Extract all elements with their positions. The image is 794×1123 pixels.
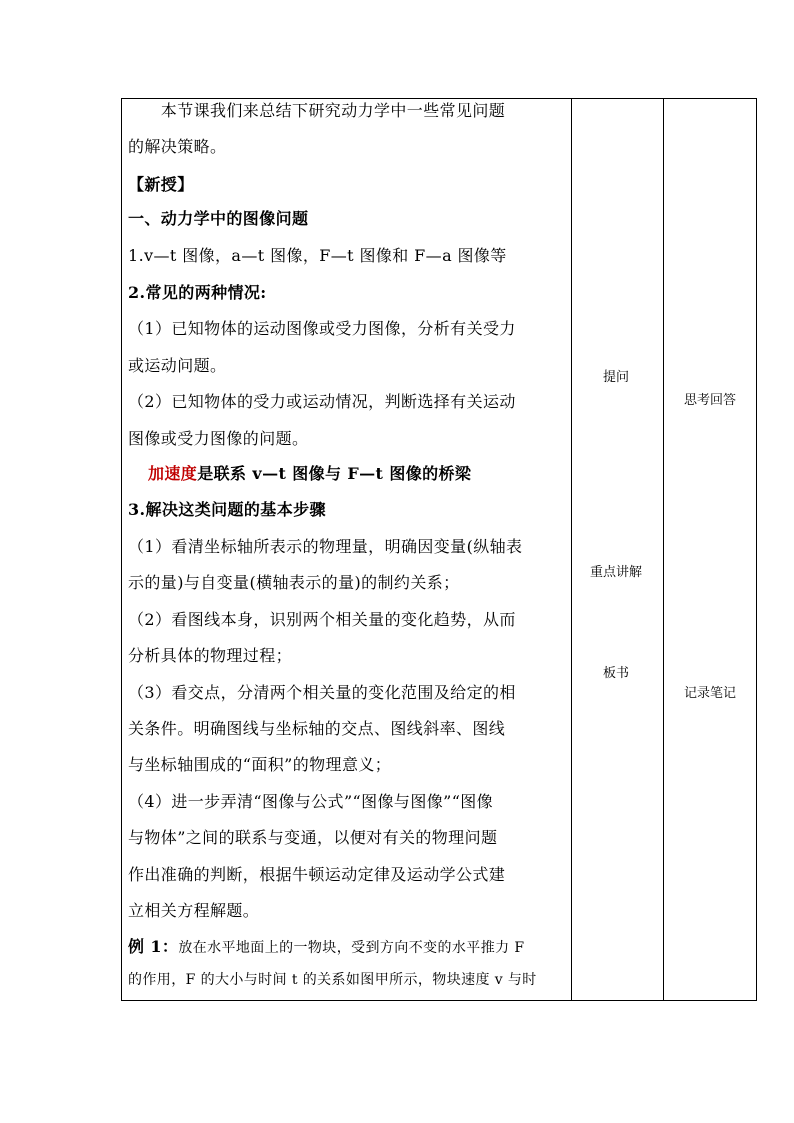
example-1-line-1 xyxy=(128,937,524,958)
step-1-line-1: （1）看清坐标轴所表示的物理量，明确因变量(纵轴表 xyxy=(128,537,523,556)
heading-basic-steps: 3.解决这类问题的基本步骤 xyxy=(128,500,326,519)
student-activity-notes: 记录笔记 xyxy=(684,686,737,701)
step-4-line-4: 立相关方程解题。 xyxy=(128,901,260,920)
case-2-line-1: （2）已知物体的受力或运动情况，判断选择有关运动 xyxy=(128,392,516,411)
teacher-activity-board: 板书 xyxy=(603,666,630,681)
student-activity-think: 思考回答 xyxy=(684,393,737,408)
step-2-line-2: 分析具体的物理过程； xyxy=(128,646,293,665)
lesson-content-cell xyxy=(122,99,572,1000)
section-new-lesson: 【新授】 xyxy=(128,175,194,194)
example-1-label: 例 1： xyxy=(128,937,179,956)
step-3-line-1: （3）看交点，分清两个相关量的变化范围及给定的相 xyxy=(128,683,516,702)
step-4-line-3: 作出准确的判断，根据牛顿运动定律及运动学公式建 xyxy=(128,865,506,884)
teacher-activity-key-points: 重点讲解 xyxy=(590,565,643,580)
example-1-text: 放在水平地面上的一物块，受到方向不变的水平推力 F xyxy=(178,940,525,956)
case-1-line-2: 或运动问题。 xyxy=(128,356,227,375)
intro-line-2: 的解决策略。 xyxy=(128,137,227,156)
intro-line-1: 本节课我们来总结下研究动力学中一些常见问题 xyxy=(128,101,506,120)
step-4-line-1: （4）进一步弄清“图像与公式”“图像与图像”“图像 xyxy=(128,792,494,811)
bridge-statement xyxy=(148,464,471,484)
step-3-line-3: 与坐标轴围成的“面积”的物理意义； xyxy=(128,755,392,774)
case-1-line-1: （1）已知物体的运动图像或受力图像，分析有关受力 xyxy=(128,319,516,338)
heading-graph-problems: 一、动力学中的图像问题 xyxy=(128,209,309,228)
example-1-line-2: 的作用，F 的大小与时间 t 的关系如图甲所示，物块速度 v 与时 xyxy=(128,972,537,988)
step-4-line-2: 与物体”之间的联系与变通，以便对有关的物理问题 xyxy=(128,828,498,847)
acceleration-highlight: 加速度 xyxy=(148,464,198,483)
teacher-activity-ask: 提问 xyxy=(603,370,630,385)
bridge-rest: 是联系 v—t 图像与 F—t 图像的桥梁 xyxy=(197,464,472,483)
heading-two-cases: 2.常见的两种情况: xyxy=(128,283,267,302)
lesson-plan-table xyxy=(121,98,757,1001)
step-1-line-2: 示的量)与自变量(横轴表示的量)的制约关系； xyxy=(128,573,460,592)
graph-types-line: 1.v—t 图像，a—t 图像，F—t 图像和 F—a 图像等 xyxy=(128,246,507,265)
step-2-line-1: （2）看图线本身，识别两个相关量的变化趋势，从而 xyxy=(128,610,516,629)
column-divider xyxy=(663,99,664,1000)
step-3-line-2: 关条件。明确图线与坐标轴的交点、图线斜率、图线 xyxy=(128,719,506,738)
case-2-line-2: 图像或受力图像的问题。 xyxy=(128,429,309,448)
